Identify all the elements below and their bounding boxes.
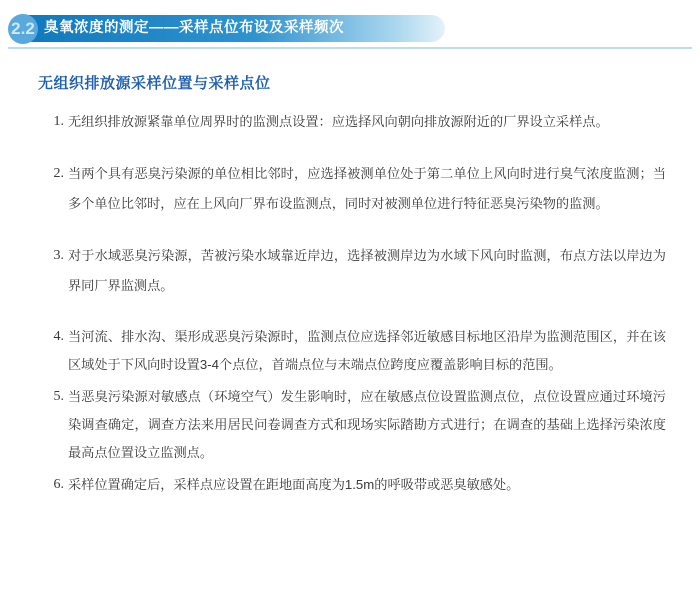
list-item: 采样位置确定后，采样点应设置在距地面高度为1.5m的呼吸带或恶臭敏感处。	[68, 477, 520, 492]
list-item: 无组织排放源紧靠单位周界时的监测点设置：应选择风向朝向排放源附近的厂界设立采样点。	[68, 114, 609, 129]
list-item: 当两个具有恶臭污染源的单位相比邻时，应选择被测单位处于第二单位上风向时进行臭气浓度监测；当多个单位比邻时，应在上风向厂界布设监测点，同时对被测单位进行特征恶臭污染物的监测。	[68, 166, 666, 211]
list-item: 对于水域恶臭污染源，苦被污染水域靠近岸边，选择被测岸边为水域下风向时监测，布点方法以岸边为界同厂界监测点。	[68, 248, 666, 293]
section-number-badge: 2.2	[8, 14, 38, 44]
document-page	[0, 10, 700, 609]
list-item: 当恶臭污染源对敏感点（环境空气）发生影响时，应在敏感点位设置监测点位，点位设置应通过环境污染调查确定，调查方法来用居民问卷调查方式和现场实际踏勘方式进行；在调查的基础上选择污染浓度最高点位置设立监测点。	[68, 389, 666, 460]
section-header	[0, 10, 700, 52]
numbered-list	[34, 107, 666, 499]
section-header-title: 臭氧浓度的测定——采样点位布设及采样频次	[44, 20, 344, 36]
subsection-title: 无组织排放源采样位置与采样点位	[38, 75, 271, 92]
header-underline-divider	[8, 47, 692, 49]
list-item: 当河流、排水沟、渠形成恶臭污染源时，监测点位应选择邻近敏感目标地区沿岸为监测范围区，并在该区域处于下风向时设置3-4个点位，首端点位与末端点位跨度应覆盖影响目标的范围。	[68, 329, 666, 372]
